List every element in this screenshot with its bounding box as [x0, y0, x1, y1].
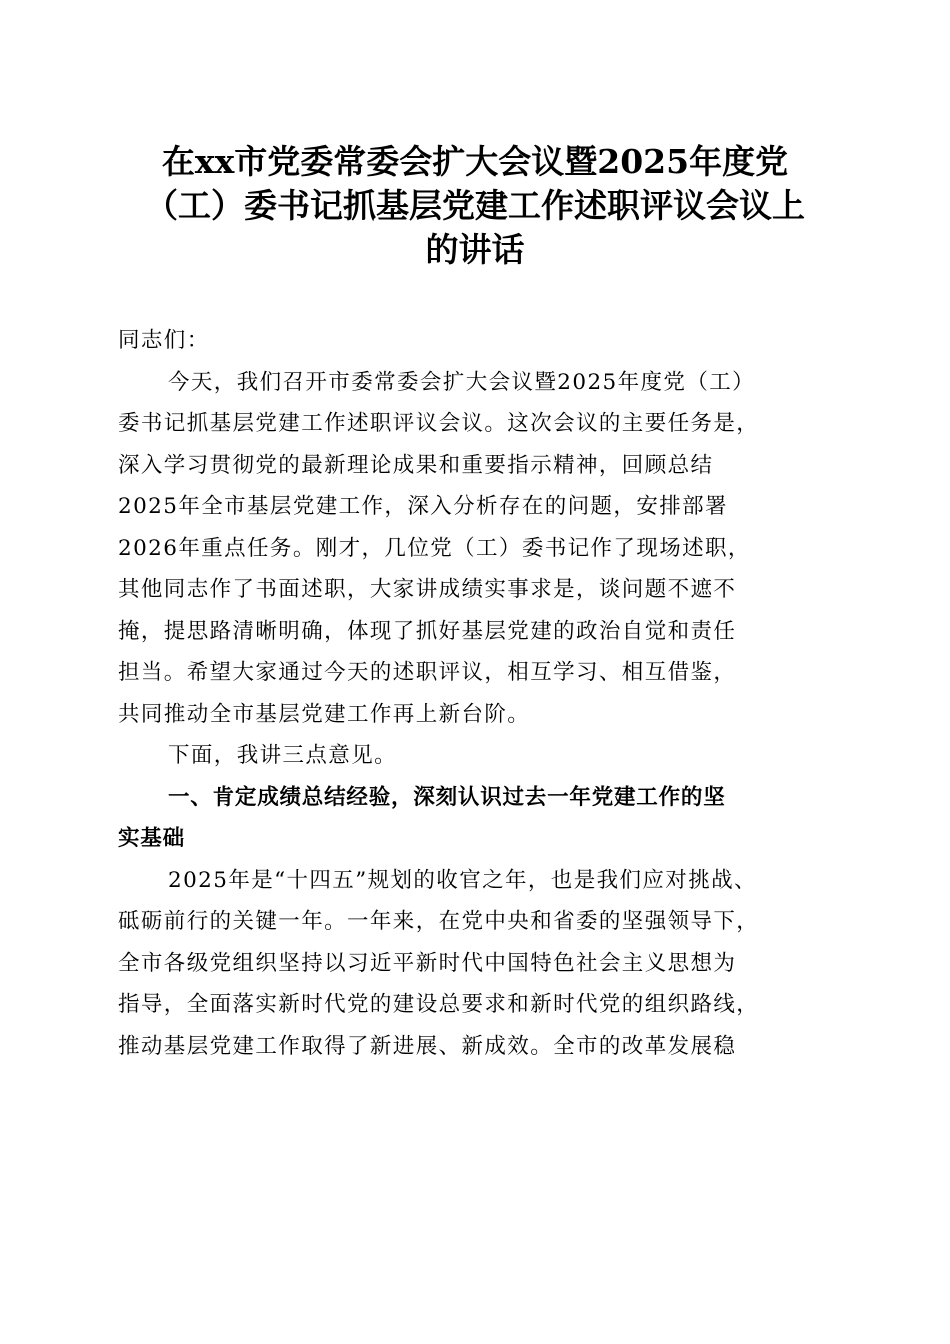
paragraph-line: 2025年是“十四五”规划的收官之年，也是我们应对挑战、	[168, 867, 757, 893]
salutation: 同志们：	[118, 328, 210, 353]
paragraph-line: 共同推动全市基层党建工作再上新台阶。	[118, 701, 531, 727]
heading-line: 一、肯定成绩总结经验，深刻认识过去一年党建工作的坚	[168, 784, 726, 810]
paragraph-opening	[118, 362, 830, 736]
title-line-3: 的讲话	[425, 230, 525, 269]
paragraph-line: 2025年全市基层党建工作，深入分析存在的问题，安排部署	[118, 494, 728, 519]
paragraph-section-1	[118, 860, 830, 1068]
paragraph-line: 指导，全面落实新时代党的建设总要求和新时代党的组织路线，	[118, 992, 760, 1017]
document-body	[118, 320, 830, 1067]
paragraph-line: 担当。希望大家通过今天的述职评议，相互学习、相互借鉴，	[118, 660, 737, 685]
title-line-2: （工）委书记抓基层党建工作述职评议会议上	[145, 186, 805, 225]
paragraph-line: 推动基层党建工作取得了新进展、新成效。全市的改革发展稳	[118, 1033, 737, 1059]
section-heading-1	[118, 777, 830, 860]
paragraph-line: 深入学习贯彻党的最新理论成果和重要指示精神，回顾总结	[118, 452, 714, 478]
paragraph-transition: 下面，我讲三点意见。	[168, 743, 398, 768]
paragraph-line: 今天，我们召开市委常委会扩大会议暨2025年度党（工）	[168, 369, 756, 395]
paragraph-line: 其他同志作了书面述职，大家讲成绩实事求是，谈问题不遮不	[118, 577, 737, 602]
paragraph-line: 全市各级党组织坚持以习近平新时代中国特色社会主义思想为	[118, 950, 737, 976]
paragraph-line: 委书记抓基层党建工作述职评议会议。这次会议的主要任务是，	[118, 411, 760, 436]
paragraph-line: 砥砺前行的关键一年。一年来，在党中央和省委的坚强领导下，	[118, 909, 760, 934]
document-title	[112, 140, 838, 272]
heading-line: 实基础	[118, 826, 185, 851]
title-line-1: 在xx市党委常委会扩大会议暨2025年度党	[161, 142, 789, 181]
paragraph-line: 掩，提思路清晰明确，体现了抓好基层党建的政治自觉和责任	[118, 618, 737, 644]
paragraph-line: 2026年重点任务。刚才，几位党（工）委书记作了现场述职，	[118, 535, 751, 561]
